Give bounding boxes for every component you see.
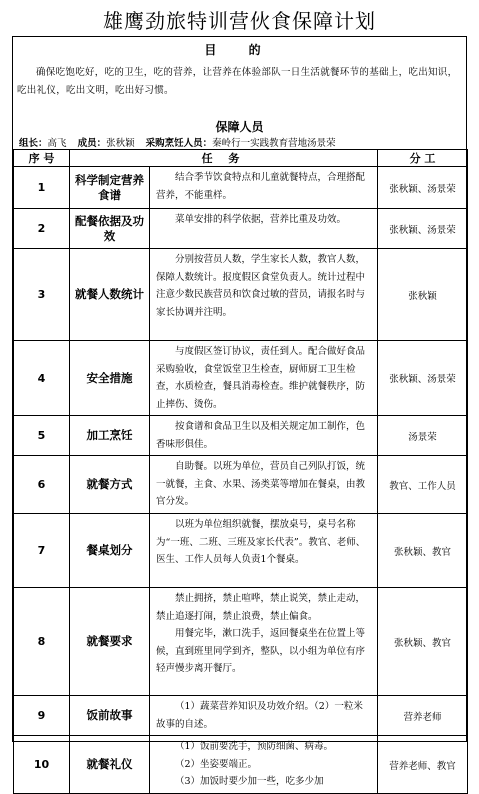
table-header-row [14,150,468,167]
task-paragraph: 自助餐。以班为单位，营员自己列队打饭，统一就餐，主食、水果、汤类菜等增加在餐桌，由教官分发。 [156,461,366,507]
row-number: 9 [14,696,70,736]
row-task [150,209,378,249]
row-item: 安全措施 [70,341,150,416]
row-division: 营养老师 [378,696,468,736]
staff-heading: 保障人员 [215,120,264,134]
task-paragraph: 与度假区签订协议，责任到人。配合做好食品采购验收，食堂饭堂卫生检查，厨师厨工卫生检查，水质检查，餐具消毒检查。维护就餐秩序，防止摔伤、烫伤。 [156,346,366,410]
leader-label: 组长： [19,138,48,149]
purpose-heading: 目 的 [204,43,275,57]
task-paragraph: （2）坐姿要端正。 [175,758,258,770]
header-no: 序 号 [14,150,70,167]
row-task [150,167,378,209]
page-title: 雄鹰劲旅特训营伙食保障计划 [103,9,376,33]
row-item: 饭前故事 [70,696,150,736]
task-paragraph: （1）饭前要洗手，预防细菌、病毒。 [175,741,334,752]
row-task [150,341,378,416]
staff-line [19,135,465,149]
row-task [150,736,378,794]
row-item: 科学制定营养食谱 [70,167,150,209]
table-row [14,341,468,416]
task-paragraph: 结合季节饮食特点和儿童就餐特点，合理搭配营养，不能重样。 [156,172,366,201]
row-item: 就餐人数统计 [70,249,150,341]
row-number: 5 [14,416,70,456]
task-paragraph: （1）蔬菜营养知识及功效介绍。（2）一粒米故事的自述。 [156,701,363,730]
row-division: 汤景荣 [378,416,468,456]
row-number: 6 [14,456,70,514]
table-row [14,456,468,514]
row-number: 10 [14,736,70,794]
row-task [150,696,378,736]
row-division: 张秋颖、汤景荣 [378,209,468,249]
row-number: 1 [14,167,70,209]
row-division: 张秋颖 [378,249,468,341]
row-item: 就餐要求 [70,588,150,696]
cook-value: 秦岭行一实践教育营地汤景荣 [212,138,336,149]
table-row [14,736,468,794]
table-row [14,588,468,696]
task-paragraph: （3）加饭时要少加一些，吃多少加 [175,776,324,787]
row-task [150,588,378,696]
row-task [150,249,378,341]
leader-value: 高飞 [47,138,67,149]
row-number: 8 [14,588,70,696]
row-number: 4 [14,341,70,416]
task-paragraph: 用餐完毕，漱口洗手，返回餐桌坐在位置上等候，直到班里同学到齐，整队，以小组为单位有序轻声慢步离开餐厅。 [156,628,366,674]
table-row [14,416,468,456]
row-division: 营养老师、教官 [378,736,468,794]
table-row [14,696,468,736]
member-value: 张秋颖 [106,138,135,149]
task-table [13,149,468,794]
header-task: 任 务 [70,150,378,167]
row-number: 2 [14,209,70,249]
row-item: 配餐依据及功效 [70,209,150,249]
row-task [150,456,378,514]
row-division: 张秋颖、教官 [378,514,468,588]
table-row [14,167,468,209]
plan-frame [12,36,467,787]
row-number: 3 [14,249,70,341]
task-paragraph: 按食谱和食品卫生以及相关规定加工制作，色香味形俱佳。 [156,421,366,450]
member-label: 成员： [77,138,107,149]
row-number: 7 [14,514,70,588]
task-paragraph: 菜单安排的科学依据，营养比重及功效。 [175,214,347,225]
table-body [14,167,468,794]
row-item: 就餐方式 [70,456,150,514]
row-item: 加工烹饪 [70,416,150,456]
row-division: 教官、工作人员 [378,456,468,514]
table-row [14,249,468,341]
row-division: 张秋颖、汤景荣 [378,167,468,209]
row-task [150,514,378,588]
row-item: 就餐礼仪 [70,736,150,794]
row-item: 餐桌划分 [70,514,150,588]
table-row [14,209,468,249]
row-division: 张秋颖、教官 [378,588,468,696]
purpose-text: 确保吃饱吃好，吃的卫生，吃的营养，让营养在体验部队一日生活就餐环节的基础上，吃出知识，吃出礼仪，吃出文明，吃出好习惯。 [17,67,458,96]
task-paragraph: 禁止拥挤，禁止喧哗，禁止说笑，禁止走动，禁止追逐打闹，禁止浪费，禁止偏食。 [156,593,366,622]
table-row [14,514,468,588]
task-paragraph: 以班为单位组织就餐，摆放桌号，桌号名称为“一班、二班、三班及家长代表”。教官、老师、医生、工作人员每人负责1个餐桌。 [156,519,366,565]
header-division: 分 工 [378,150,468,167]
task-paragraph: 分别按营员人数，学生家长人数，教官人数，保障人数统计。报度假区食堂负责人。统计过程中注意少数民族营员和饮食过敏的营员，请报名时与家长协调并注明。 [156,254,366,318]
row-task [150,416,378,456]
row-division: 张秋颖、汤景荣 [378,341,468,416]
cook-label: 采购烹饪人员： [145,138,213,149]
